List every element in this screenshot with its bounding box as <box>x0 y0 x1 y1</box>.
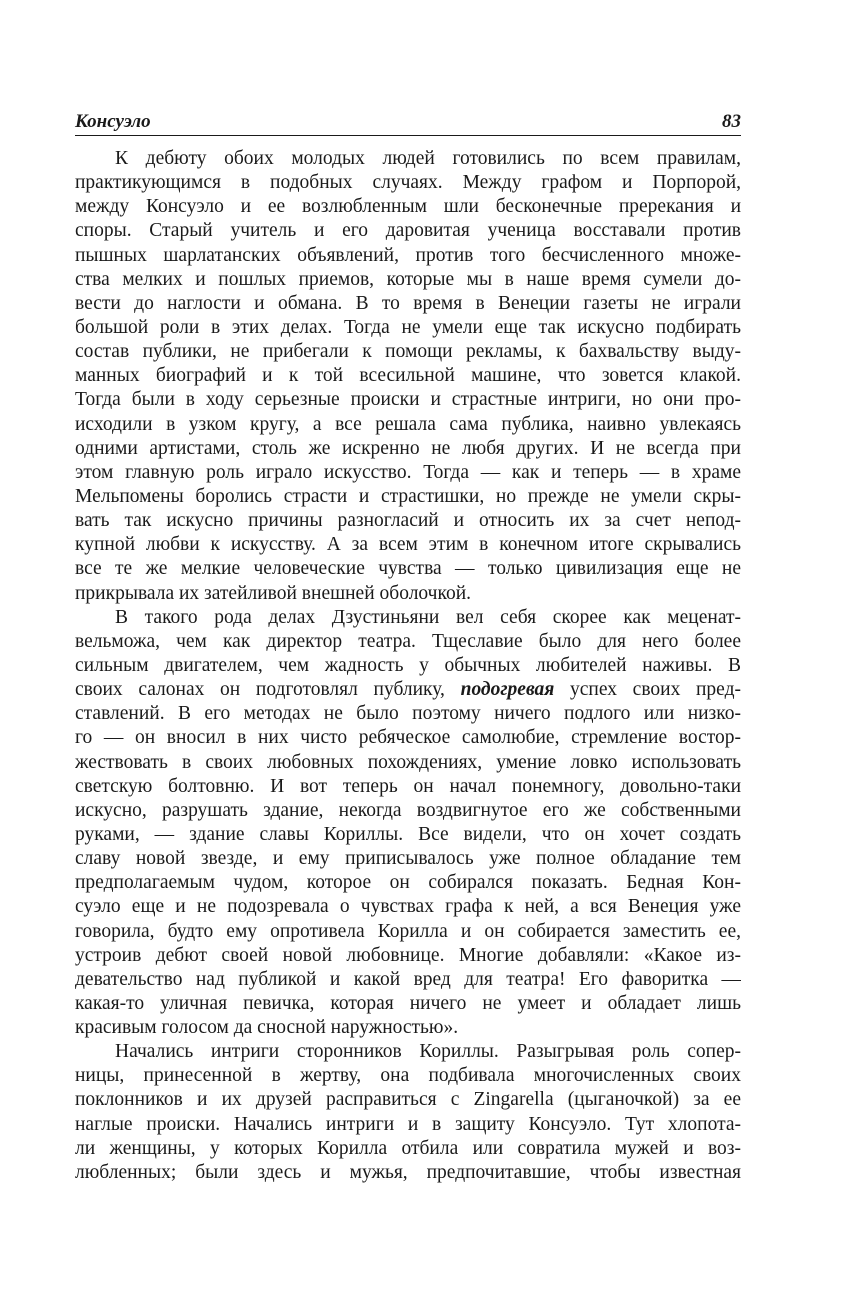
text-line: одними артистами, столь же искренно не любя других. И не всегда при <box>75 437 741 459</box>
text-line: исходили в узком кругу, а все решала сама публика, наивно увлекаясь <box>75 413 741 435</box>
text-line: манных биографий и к той всесильной машине, что зовется клакой. <box>75 365 741 387</box>
text-line: красивым голосом да сносной наружностью». <box>75 1017 459 1039</box>
text-line: Начались интриги сторонников Кориллы. Разыгрывая роль сопер- <box>115 1041 741 1063</box>
text-line: В такого рода делах Дзустиньяни вел себя скорее как меценат- <box>115 606 741 628</box>
paragraph-3 <box>75 1040 741 1185</box>
text-line: практикующимся в подобных случаях. Между графом и Порпорой, <box>75 172 741 194</box>
text-line: большой роли в этих делах. Тогда не умели еще так искусно подбирать <box>75 316 741 338</box>
text-line: суэло еще и не подозревала о чувствах графа к ней, а вся Венеция уже <box>75 896 741 918</box>
text-segment: успех своих пред- <box>554 679 741 701</box>
text-line: пышных шарлатанских объявлений, против того бесчисленного множе- <box>75 244 741 266</box>
text-line: все те же мелкие человеческие чувства — только цивилизация еще не <box>75 558 741 580</box>
text-line: ницы, принесенной в жертву, она подбивала многочисленных своих <box>75 1065 741 1087</box>
text-line: купной любви к искусству. А за всем этим в конечном итоге скрывались <box>75 534 741 556</box>
text-line: славу новой звезде, и ему приписывалось уже полное обладание тем <box>75 848 741 870</box>
emphasized-word: подогревая <box>460 679 555 701</box>
paragraph-2 <box>75 606 741 1041</box>
text-line: состав публики, не прибегали к помощи рекламы, к бахвальству выду- <box>75 341 741 363</box>
text-line: Мельпомены боролись страсти и страстишки, но прежде не умели скры- <box>75 485 741 507</box>
text-line: девательство над публикой и какой вред для театра! Его фаворитка — <box>75 968 741 990</box>
text-line: вести до наглости и обмана. В то время в Венеции газеты не играли <box>75 292 741 314</box>
text-line: предполагаемым чудом, которое он собирался показать. Бедная Кон- <box>75 872 741 894</box>
text-line: прикрывала их затейливой внешней оболочкой. <box>75 582 472 604</box>
paragraph-1 <box>75 147 741 606</box>
text-line: вельможа, чем как директор театра. Тщеславие было для него более <box>75 630 741 652</box>
text-line: говорила, будто ему опротивела Корилла и он собирается заместить ее, <box>75 920 741 942</box>
text-line: светскую болтовню. И вот теперь он начал понемногу, довольно-таки <box>75 775 741 797</box>
text-line: ли женщины, у которых Корилла отбила или совратила мужей и воз- <box>75 1137 741 1159</box>
text-line: го — он вносил в них чисто ребяческое самолюбие, стремление востор- <box>75 727 741 749</box>
text-line: какая-то уличная певичка, которая ничего не умеет и обладает лишь <box>75 992 741 1014</box>
running-head <box>75 110 741 136</box>
body-text <box>75 147 741 1185</box>
text-line: между Консуэло и ее возлюбленным шли бесконечные пререкания и <box>75 196 741 218</box>
text-line: споры. Старый учитель и его даровитая ученица восставали против <box>75 220 741 242</box>
text-line: жествовать в своих любовных похождениях, умение ловко использовать <box>75 751 741 773</box>
text-line: устроив дебют своей новой любовнице. Многие добавляли: «Какое из- <box>75 944 741 966</box>
text-line: Тогда были в ходу серьезные происки и страстные интриги, но они про- <box>75 389 741 411</box>
text-line: искусно, разрушать здание, некогда воздвигнутое его же собственными <box>75 799 741 821</box>
text-line-with-emphasis <box>75 678 741 702</box>
text-line: поклонников и их друзей расправиться с Zingarella (цыганочкой) за ее <box>75 1089 741 1111</box>
text-line: этом главную роль играло искусство. Тогда — как и теперь — в храме <box>75 461 741 483</box>
text-line: наглые происки. Начались интриги и в защиту Консуэло. Тут хлопота- <box>75 1113 741 1135</box>
page-number: 83 <box>722 111 741 132</box>
text-line: ставлений. В его методах не было поэтому ничего подлого или низко- <box>75 703 741 725</box>
text-line: сильным двигателем, чем жадность у обычных любителей наживы. В <box>75 654 741 676</box>
text-segment: своих салонах он подготовлял публику, <box>75 679 461 701</box>
text-line: любленных; были здесь и мужья, предпочитавшие, чтобы известная <box>75 1161 741 1183</box>
header-rule <box>75 135 741 136</box>
text-line: вать так искусно причины разногласий и относить их за счет непод- <box>75 510 741 532</box>
text-line: руками, — здание славы Кориллы. Все видели, что он хочет создать <box>75 823 741 845</box>
running-title: Консуэло <box>75 111 151 132</box>
text-line: К дебюту обоих молодых людей готовились по всем правилам, <box>115 148 741 169</box>
text-line: ства мелких и пошлых приемов, которые мы в наше время сумели до- <box>75 268 741 290</box>
